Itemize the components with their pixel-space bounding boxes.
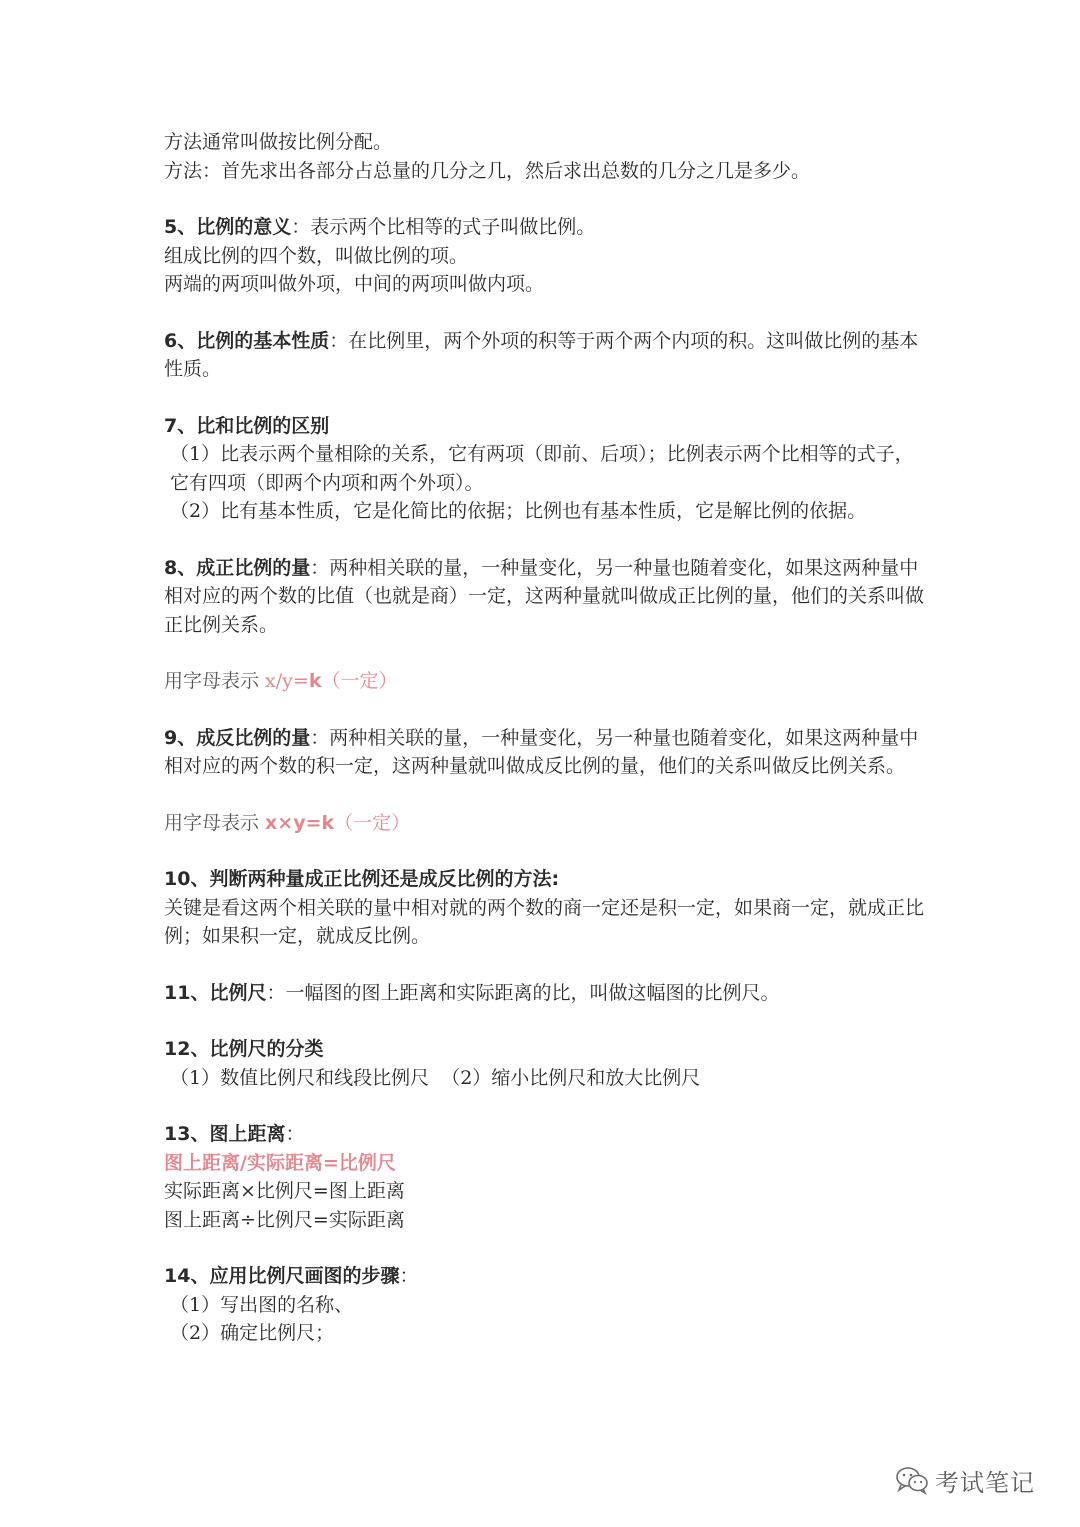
section-11-paragraph [164, 979, 924, 1008]
section-13-heading-line [164, 1120, 924, 1149]
section-12-items [164, 1064, 924, 1093]
section-5-text: ：表示两个比相等的式子叫做比例。 [291, 216, 596, 238]
section-10-text: 关键是看这两个相关联的量中相对就的两个数的商一定还是积一定，如果商一定，就成正比例；如果积一定，就成反比例。 [164, 896, 925, 947]
section-10-heading: 10、判断两种量成正比例还是成反比例的方法: [164, 868, 560, 890]
section-10 [164, 865, 924, 951]
section-6-heading: 6、比例的基本性质 [164, 329, 330, 352]
section-7-heading: 7、比和比例的区别 [164, 414, 330, 437]
section-11 [164, 979, 924, 1008]
section-9-heading: 9、成反比例的量 [164, 726, 311, 749]
section-9-formula-suffix: （一定） [334, 811, 411, 834]
section-12-item-1: （1）数值比例尺和线段比例尺 [170, 1066, 430, 1089]
section-9 [164, 724, 924, 781]
section-14-item-1: （1）写出图的名称、 [170, 1293, 354, 1316]
section-9-text: ：两种相关联的量，一种量变化，另一种量也随着变化，如果这两种量中相对应的两个数的积一定，这两种量就叫做成反比例的量，他们的关系叫做反比例关系。 [164, 726, 919, 777]
intro-line-1: 方法通常叫做按比例分配。 [164, 131, 393, 153]
watermark [895, 1462, 1035, 1498]
section-8-formula-k: k [308, 670, 322, 692]
section-13-heading: 13、图上距离 [164, 1123, 286, 1145]
section-14-heading-line [164, 1262, 924, 1291]
section-8-formula-prefix: 用字母表示 [164, 670, 266, 692]
section-5-heading: 5、比例的意义 [164, 216, 292, 238]
section-6-text: ：在比例里，两个外项的积等于两个两个内项的积。这叫做比例的基本性质。 [164, 329, 919, 380]
section-8-paragraph [164, 554, 924, 640]
wechat-icon [895, 1465, 929, 1495]
section-9-formula [164, 809, 924, 838]
section-5-line-2: 组成比例的四个数，叫做比例的项。 [164, 244, 469, 267]
section-9-formula-expression: x×y=k [265, 811, 335, 834]
section-9-paragraph [164, 724, 924, 781]
section-13-formula: 图上距离/实际距离=比例尺 [164, 1151, 396, 1174]
section-7-item-1: （1）比表示两个量相除的关系，它有两项（即前、后项）；比例表示两个比相等的式子，它有四项（即两个内项和两个外项）。 [170, 443, 914, 494]
intro-line-2: 方法：首先求出各部分占总量的几分之几，然后求出总数的几分之几是多少。 [164, 159, 811, 182]
section-12 [164, 1035, 924, 1092]
section-5 [164, 213, 924, 299]
intro-block [164, 128, 924, 185]
section-13 [164, 1120, 924, 1234]
section-14 [164, 1262, 924, 1348]
section-12-item-2: （2）缩小比例尺和放大比例尺 [441, 1066, 701, 1089]
section-5-first-line [164, 213, 924, 242]
section-6 [164, 327, 924, 384]
section-8-formula-suffix: （一定） [321, 670, 398, 692]
section-8-formula-line [164, 667, 924, 696]
document-body [164, 128, 924, 1376]
section-8 [164, 554, 924, 640]
section-8-formula [164, 667, 924, 696]
section-12-heading: 12、比例尺的分类 [164, 1038, 324, 1060]
section-8-formula-expression: x/y= [265, 670, 309, 692]
section-5-line-3: 两端的两项叫做外项，中间的两项叫做内项。 [164, 273, 545, 295]
section-9-formula-prefix: 用字母表示 [164, 811, 266, 834]
watermark-text: 考试笔记 [935, 1468, 1035, 1497]
section-11-heading: 11、比例尺 [164, 981, 267, 1004]
section-14-heading: 14、应用比例尺画图的步骤 [164, 1265, 400, 1287]
section-6-paragraph [164, 327, 924, 384]
section-13-line-2: 实际距离×比例尺=图上距离 [164, 1180, 405, 1202]
section-14-colon: ： [399, 1265, 419, 1287]
section-7 [164, 412, 924, 526]
section-7-item-2: （2）比有基本性质，它是化简比的依据；比例也有基本性质，它是解比例的依据。 [170, 500, 867, 522]
section-11-text: ：一幅图的图上距离和实际距离的比，叫做这幅图的比例尺。 [266, 981, 780, 1004]
section-14-item-2: （2）确定比例尺； [170, 1322, 335, 1344]
section-13-line-3: 图上距离÷比例尺=实际距离 [164, 1208, 405, 1231]
section-8-heading: 8、成正比例的量 [164, 556, 311, 579]
section-8-text: ：两种相关联的量，一种量变化，另一种量也随着变化，如果这两种量中相对应的两个数的比值（也就是商）一定，这两种量就叫做成正比例的量，他们的关系叫做正比例关系。 [164, 556, 925, 636]
section-13-colon: ： [285, 1123, 305, 1145]
section-9-formula-line [164, 809, 924, 838]
